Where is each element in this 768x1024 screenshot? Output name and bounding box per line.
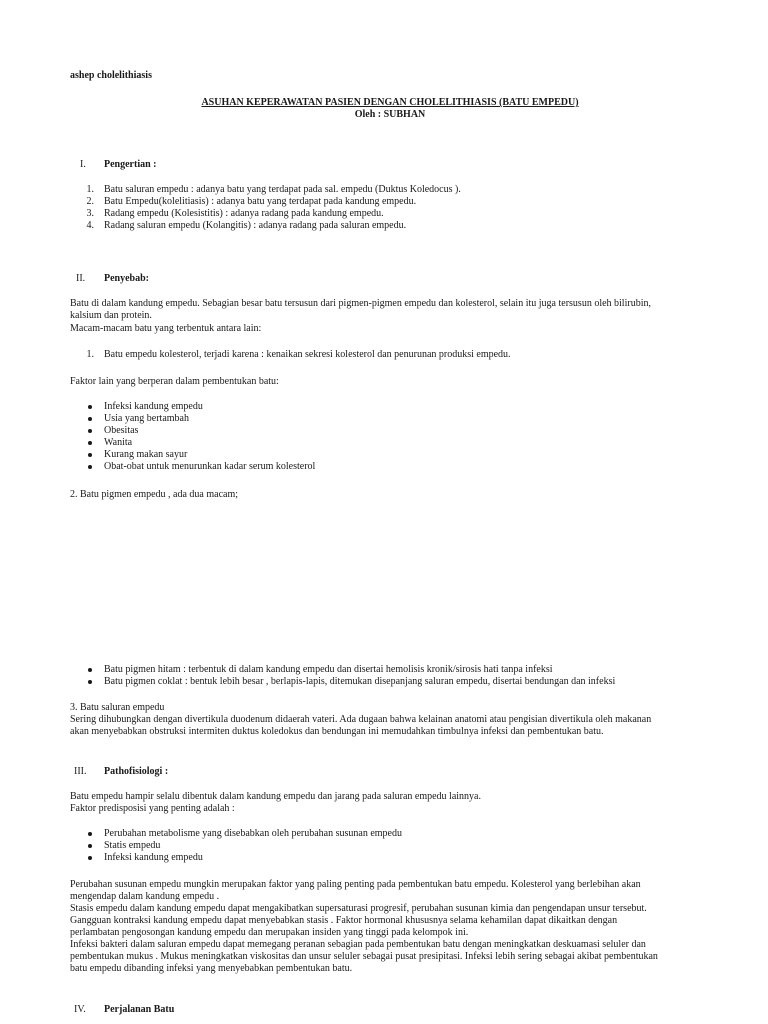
- paragraph-line: Gangguan kontraksi kandung empedu dapat menyebabkan stasis . Faktor hormonal khususnya selama kehamilan dapat dikaitkan dengan: [70, 915, 618, 926]
- section-title: Pengertian :: [104, 159, 157, 170]
- doc-author: Oleh : SUBHAN: [354, 109, 426, 120]
- pigment-list: Batu pigmen hitam : terbentuk di dalam kandung empedu dan disertai hemolisis kronik/sirosis hati tanpa infeksi Batu pigmen coklat : bentuk lebih besar , berlapis-lapis, ditemukan disepanjang saluran empedu, disertai bendungan dan infeksi: [70, 664, 710, 690]
- paragraph-line: Stasis empedu dalam kandung empedu dapat mengakibatkan supersaturasi progresif, perubahan susunan kimia dan pengendapan unsur tersebut.: [70, 903, 647, 914]
- doc-title: ASUHAN KEPERAWATAN PASIEN DENGAN CHOLELITHIASIS (BATU EMPEDU): [201, 97, 579, 108]
- paragraph-line: Faktor lain yang berperan dalam pembentukan batu:: [70, 376, 279, 387]
- section-title: Pathofisiologi :: [104, 766, 169, 777]
- pathophysiology-text: [70, 879, 710, 979]
- factor-list: Infeksi kandung empedu Usia yang bertambah Obesitas Wanita Kurang makan sayur Obat-obat untuk menurunkan kadar serum kolesterol: [70, 401, 710, 475]
- section-number: I.: [80, 159, 86, 170]
- paragraph-line: batu empedu dibanding infeksi yang menyebabkan pembentukan batu.: [70, 963, 353, 974]
- paragraph-line: 2. Batu pigmen empedu , ada dua macam;: [70, 489, 239, 500]
- section-number: IV.: [74, 1004, 86, 1015]
- section-number: II.: [76, 273, 86, 284]
- section-title: Penyebab:: [104, 273, 149, 284]
- definition-list: 1. Batu saluran empedu : adanya batu yang terdapat pada sal. empedu (Duktus Koledocus ). 2. Batu Empedu(kolelitiasis) : adanya batu yang terdapat pada kandung empedu. 3. Radang empedu (Kolesistitis) : adanya radang pada kandung empedu. 4. Radang saluran empedu (Kolangitis) : adanya radang pada saluran empedu.: [86, 184, 461, 231]
- doc-header: ashep cholelithiasis: [70, 70, 152, 81]
- paragraph-line: 3. Batu saluran empedu: [70, 702, 165, 713]
- predisposition-list: Perubahan metabolisme yang disebabkan oleh perubahan susunan empedu Statis empedu Infeksi kandung empedu: [70, 828, 710, 866]
- paragraph-line: Perubahan susunan empedu mungkin merupakan faktor yang paling penting pada pembentukan batu empedu. Kolesterol yang berlebihan akan: [70, 879, 641, 890]
- paragraph-line: Sering dihubungkan dengan divertikula duodenum didaerah vateri. Ada dugaan bahwa kelainan anatomi atau pengisian divertikula oleh makanan: [70, 714, 652, 725]
- paragraph-line: Batu di dalam kandung empedu. Sebagian besar batu tersusun dari pigmen-pigmen empedu dan kolesterol, selain itu juga tersusun oleh bilirubin,: [70, 298, 651, 309]
- section-title: Perjalanan Batu: [104, 1004, 175, 1015]
- paragraph-line: perlambatan pengosongan kandung empedu dan merupakan insiden yang tinggi pada kelompok ini.: [70, 927, 469, 938]
- paragraph-line: Macam-macam batu yang terbentuk antara lain:: [70, 323, 262, 334]
- paragraph-line: mengendap dalam kandung empedu .: [70, 891, 220, 902]
- paragraph-line: Batu empedu hampir selalu dibentuk dalam kandung empedu dan jarang pada saluran empedu lainnya.: [70, 791, 481, 802]
- paragraph-line: Infeksi bakteri dalam saluran empedu dapat memegang peranan sebagian pada pembentukan batu dengan meningkatkan deskuamasi seluler dan: [70, 939, 646, 950]
- paragraph-line: akan menyebabkan obstruksi intermiten duktus koledokus dan bendungan ini memudahkan timbulnya infeksi dan pembentukan batu.: [70, 726, 604, 737]
- section-number: III.: [74, 766, 87, 777]
- paragraph-line: pembentukan mukus . Mukus meningkatkan viskositas dan unsur seluler sebagai pusat presipitasi. Infeksi lebih sering sebagai akibat pembentukan: [70, 951, 658, 962]
- paragraph-line: Faktor predisposisi yang penting adalah :: [70, 803, 235, 814]
- paragraph-line: kalsium dan protein.: [70, 310, 152, 321]
